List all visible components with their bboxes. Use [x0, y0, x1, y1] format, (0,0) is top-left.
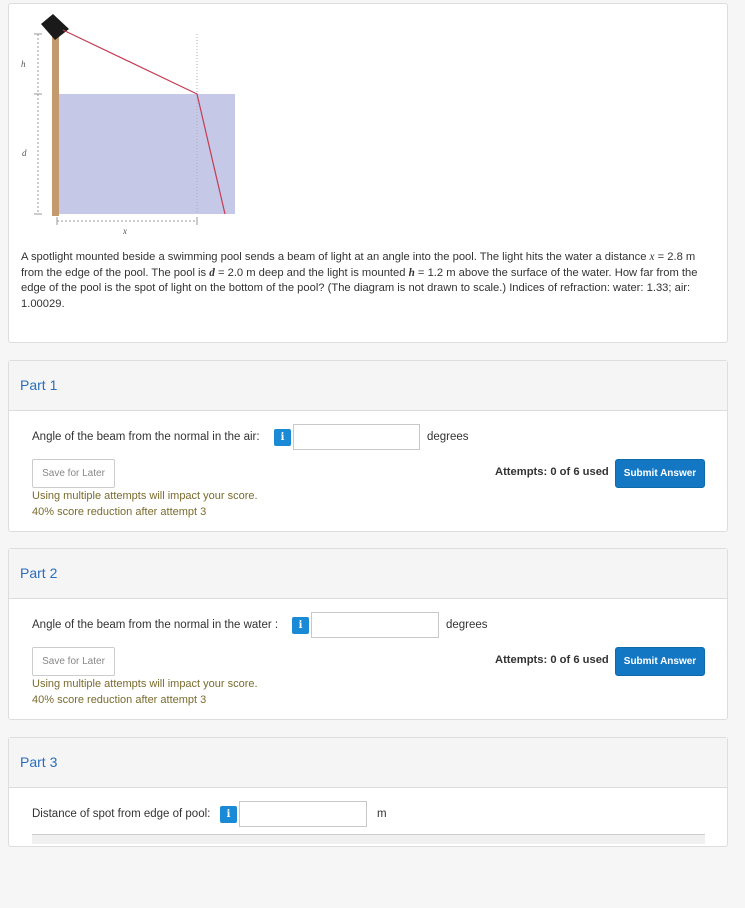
- problem-statement: A spotlight mounted beside a swimming pool sends a beam of light at an angle into the pool. The light hits the water a distance x = 2.8 m from the edge of the pool. The pool is d = 2.0 m deep and the light is mounted h = 1.2 m above the surface of the water. How far from the edge of the pool is the spot of light on the bottom of the pool? (The diagram is not drawn to scale.) Indices of refraction: water: 1.33; air: 1.00029.: [21, 251, 698, 310]
- part-title: Part 1: [9, 361, 727, 411]
- spotlight-lamp: [41, 14, 69, 40]
- attempt-warning: Using multiple attempts will impact your score. 40% score reduction after attempt 3: [32, 678, 258, 706]
- save-for-later-button[interactable]: Save for Later: [32, 647, 115, 676]
- prompt-label: Angle of the beam from the normal in the water :: [32, 619, 279, 631]
- unit-label: degrees: [427, 431, 469, 443]
- attempt-warning: Using multiple attempts will impact your score. 40% score reduction after attempt 3: [32, 490, 258, 518]
- part-1-card: [8, 360, 728, 532]
- answer-input[interactable]: [311, 612, 439, 638]
- unit-label: m: [377, 808, 387, 820]
- submit-answer-button[interactable]: Submit Answer: [615, 647, 705, 676]
- label-x: x: [123, 226, 127, 236]
- label-d: d: [22, 148, 27, 158]
- part-title: Part 2: [9, 549, 727, 599]
- info-icon[interactable]: i: [274, 429, 291, 446]
- attempts-counter: Attempts: 0 of 6 used: [495, 466, 609, 478]
- pool-diagram: [21, 14, 251, 244]
- answer-input[interactable]: [293, 424, 420, 450]
- part-3-card: [8, 737, 728, 847]
- submit-answer-button[interactable]: Submit Answer: [615, 459, 705, 488]
- part-2-card: [8, 548, 728, 720]
- question-card: [8, 3, 728, 343]
- answer-input[interactable]: [239, 801, 367, 827]
- info-icon[interactable]: i: [292, 617, 309, 634]
- light-pole: [52, 34, 59, 216]
- prompt-label: Angle of the beam from the normal in the air:: [32, 431, 260, 443]
- info-icon[interactable]: i: [220, 806, 237, 823]
- pool-water: [57, 94, 235, 214]
- next-row-edge: [32, 834, 705, 844]
- prompt-label: Distance of spot from edge of pool:: [32, 808, 211, 820]
- part-title: Part 3: [9, 738, 727, 788]
- save-for-later-button[interactable]: Save for Later: [32, 459, 115, 488]
- label-h: h: [21, 59, 26, 69]
- unit-label: degrees: [446, 619, 488, 631]
- attempts-counter: Attempts: 0 of 6 used: [495, 654, 609, 666]
